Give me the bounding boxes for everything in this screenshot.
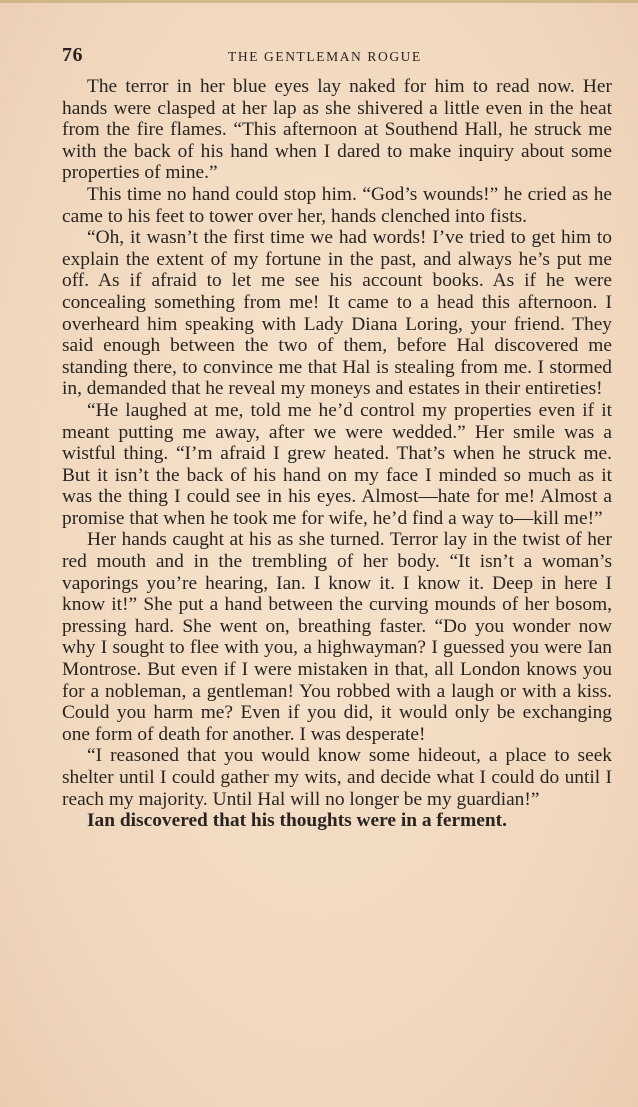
paragraph: “I reasoned that you would know some hideout, a place to seek shelter until I could gather my wits, and decide what I could do until I reach my majority. Until Hal will no longer be my guardian!” xyxy=(62,745,612,810)
paragraph: “He laughed at me, told me he’d control my properties even if it meant putting me away, after we were wedded.” Her smile was a wistful thing. “I’m afraid I grew heated. That’s when he struck me. But it isn’t the back of his hand on my face I minded so much as it was the thing I could see in his eyes. Almost—hate for me! Almost a promise that when he took me for wife, he’d find a way to—kill me!” xyxy=(62,399,612,529)
running-head: THE GENTLEMAN ROGUE xyxy=(228,49,422,64)
page-header xyxy=(62,44,612,72)
page-number: 76 xyxy=(62,44,83,66)
paragraph: Her hands caught at his as she turned. Terror lay in the twist of her red mouth and in the trembling of her body. “It isn’t a woman’s vaporings you’re hearing, Ian. I know it. I know it. Deep in here I know it!” She put a hand between the curving mounds of her bosom, pressing hard. She went on, breathing faster. “Do you wonder now why I sought to flee with you, a highwayman? I guessed you were Ian Montrose. But even if I were mistaken in that, all London knows you for a nobleman, a gentleman! You robbed with a laugh or with a kiss. Could you harm me? Even if you did, it would only be exchanging one form of death for another. I was desperate! xyxy=(62,529,612,745)
paragraph: The terror in her blue eyes lay naked for him to read now. Her hands were clasped at her lap as she shivered a little even in the heat from the fire flames. “This afternoon at Southend Hall, he struck me with the back of his hand when I dared to make inquiry about some properties of mine.” xyxy=(62,76,612,184)
paragraph: This time no hand could stop him. “God’s wounds!” he cried as he came to his feet to tower over her, hands clenched into fists. xyxy=(62,183,612,227)
body-text xyxy=(62,76,612,832)
paragraph: “Oh, it wasn’t the first time we had words! I’ve tried to get him to explain the extent of my fortune in the past, and always he’s put me off. As if afraid to let me see his account books. As if he were concealing something from me! It came to a head this afternoon. I overheard him speaking with Lady Diana Loring, your friend. They said enough between the two of them, before Hal discovered me standing there, to convince me that Hal is stealing from me. I stormed in, demanded that he reveal my moneys and estates in their entireties! xyxy=(62,227,612,400)
page-top-edge xyxy=(0,0,638,3)
paragraph: Ian discovered that his thoughts were in a ferment. xyxy=(87,810,507,832)
